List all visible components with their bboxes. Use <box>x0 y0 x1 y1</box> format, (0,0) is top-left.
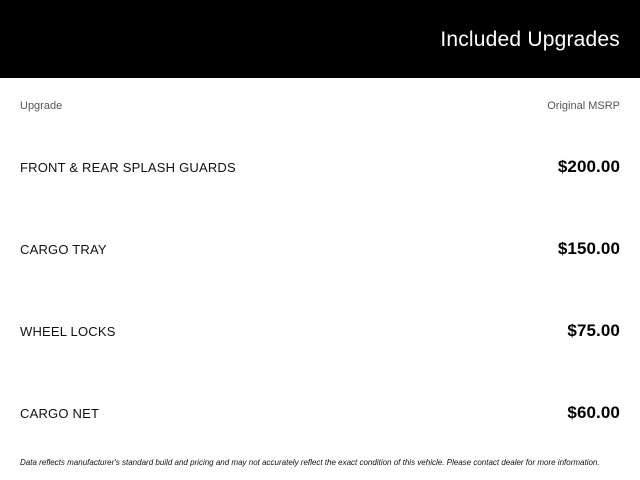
table-row <box>20 290 620 372</box>
upgrade-name: WHEEL LOCKS <box>20 323 116 339</box>
upgrade-price: $200.00 <box>557 157 620 176</box>
upgrade-name: FRONT & REAR SPLASH GUARDS <box>20 159 236 175</box>
table-column-headers <box>20 100 620 112</box>
page-title: Included Upgrades <box>440 27 620 51</box>
disclaimer-text: Data reflects manufacturer's standard build and pricing and may not accurately reflect the exact condition of this vehicle. Please contact dealer for more information. <box>20 458 600 467</box>
upgrade-price: $150.00 <box>557 239 620 258</box>
table-row <box>20 372 620 454</box>
upgrade-price: $60.00 <box>567 403 620 422</box>
page-content <box>0 100 640 468</box>
upgrades-table <box>20 126 620 454</box>
column-header-msrp: Original MSRP <box>547 100 620 112</box>
table-row <box>20 126 620 208</box>
upgrade-price: $75.00 <box>567 321 620 340</box>
column-header-upgrade: Upgrade <box>20 100 63 112</box>
upgrade-name: CARGO NET <box>20 405 100 421</box>
table-row <box>20 208 620 290</box>
page-header <box>0 0 640 78</box>
upgrade-name: CARGO TRAY <box>20 241 107 257</box>
